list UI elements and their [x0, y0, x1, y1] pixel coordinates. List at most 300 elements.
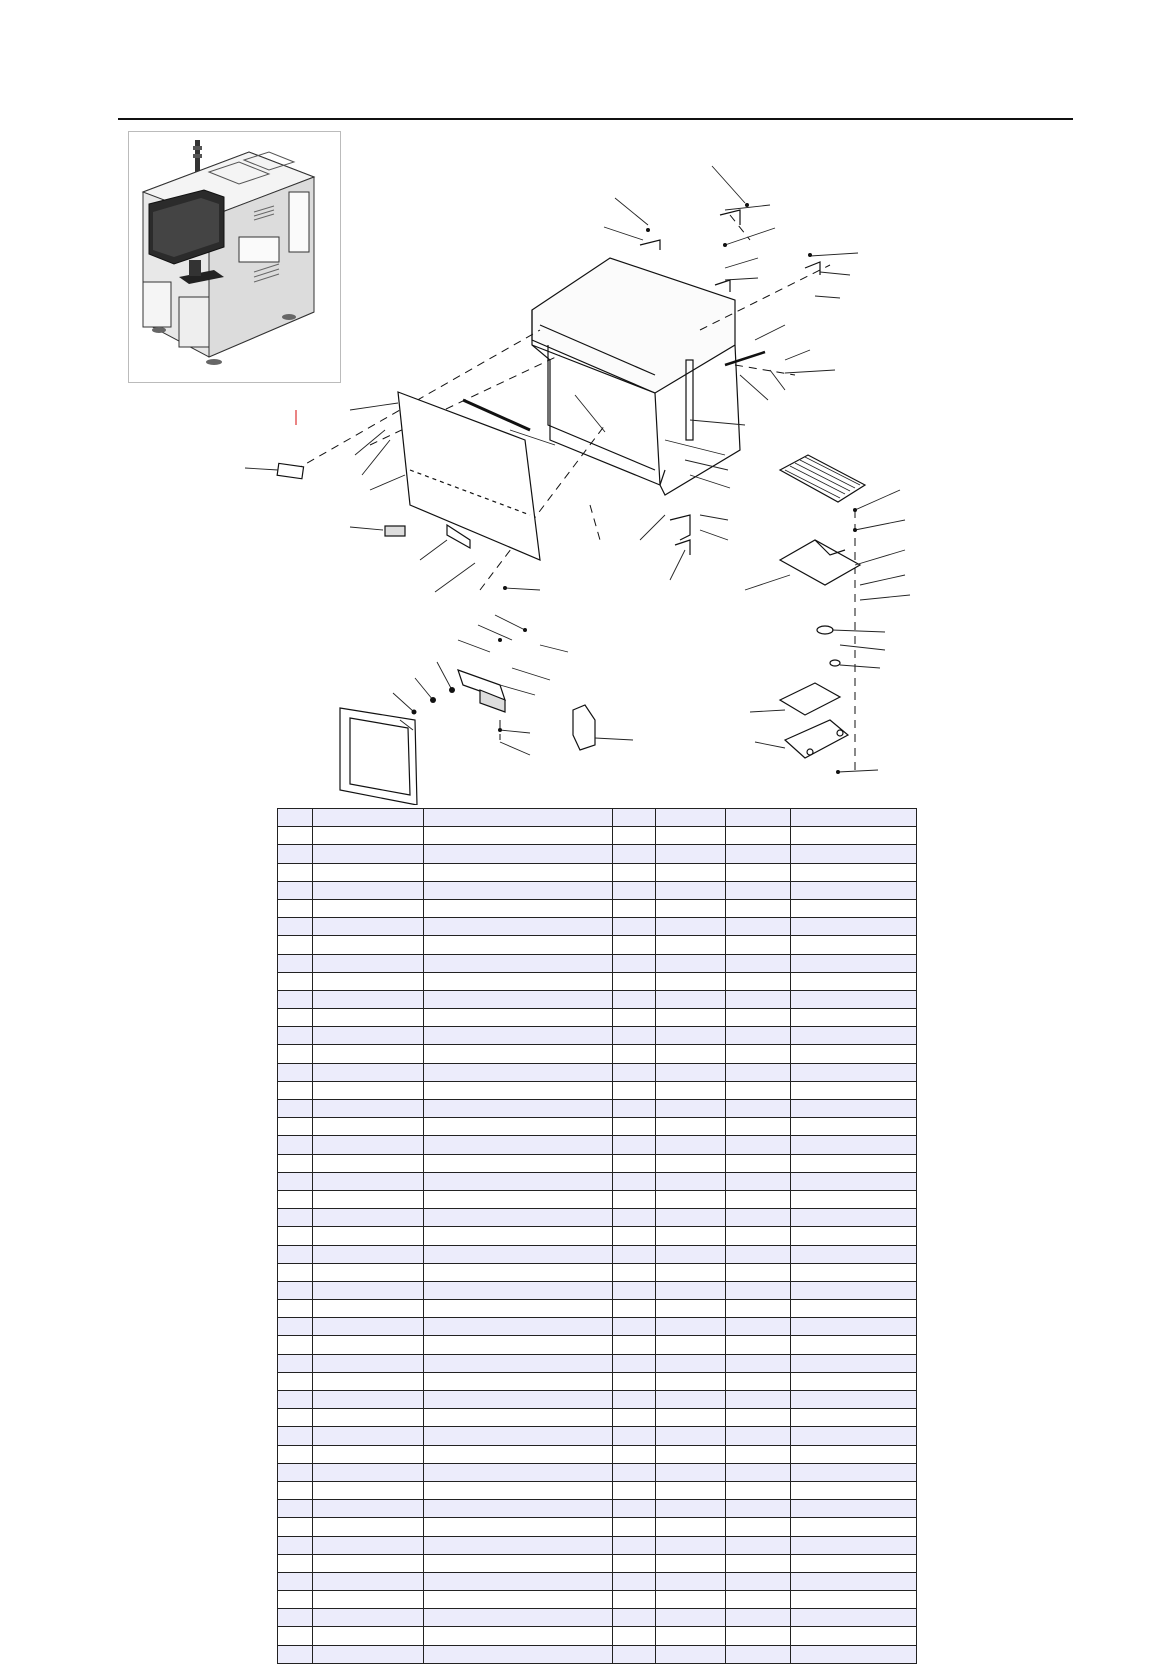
table-cell: [656, 1427, 726, 1445]
table-cell: [313, 1227, 424, 1245]
table-row: [278, 827, 917, 845]
table-row: [278, 1245, 917, 1263]
table-cell: [313, 1518, 424, 1536]
keyboard-tray: [780, 540, 860, 585]
table-cell: [656, 1154, 726, 1172]
table-cell: [726, 1100, 791, 1118]
table-cell: [278, 1300, 313, 1318]
table-cell: [313, 1609, 424, 1627]
table-cell: [791, 1554, 917, 1572]
table-cell: [726, 863, 791, 881]
table-row: [278, 1009, 917, 1027]
table-cell: [424, 1209, 613, 1227]
table-cell: [726, 918, 791, 936]
table-cell: [278, 1409, 313, 1427]
table-cell: [791, 1154, 917, 1172]
table-cell: [278, 1609, 313, 1627]
table-cell: [656, 1318, 726, 1336]
table-cell: [656, 1009, 726, 1027]
table-cell: [613, 1518, 656, 1536]
table-cell: [278, 1245, 313, 1263]
table-cell: [313, 1463, 424, 1481]
table-cell: [656, 1209, 726, 1227]
table-cell: [656, 1227, 726, 1245]
table-cell: [656, 1445, 726, 1463]
table-cell: [278, 1391, 313, 1409]
table-cell: [424, 1391, 613, 1409]
table-cell: [313, 1554, 424, 1572]
table-cell: [278, 1554, 313, 1572]
table-cell: [424, 1300, 613, 1318]
table-row: [278, 1536, 917, 1554]
table-cell: [424, 899, 613, 917]
table-cell: [726, 1463, 791, 1481]
table-cell: [424, 1100, 613, 1118]
table-row: [278, 918, 917, 936]
table-row: [278, 990, 917, 1008]
table-cell: [791, 1263, 917, 1281]
table-cell: [791, 1572, 917, 1590]
table-cell: [656, 936, 726, 954]
front-panel: [398, 392, 540, 560]
table-cell: [656, 1300, 726, 1318]
table-cell: [313, 1027, 424, 1045]
table-cell: [278, 1118, 313, 1136]
table-cell: [726, 1045, 791, 1063]
table-cell: [278, 1572, 313, 1590]
table-cell: [278, 1045, 313, 1063]
table-cell: [791, 1081, 917, 1099]
table-cell: [278, 1445, 313, 1463]
table-cell: [726, 1609, 791, 1627]
table-cell: [791, 863, 917, 881]
table-cell: [424, 1027, 613, 1045]
table-cell: [424, 1609, 613, 1627]
table-cell: [278, 845, 313, 863]
table-cell: [656, 1136, 726, 1154]
table-cell: [424, 936, 613, 954]
table-row: [278, 972, 917, 990]
table-cell: [613, 936, 656, 954]
table-row: [278, 1591, 917, 1609]
table-cell: [424, 1172, 613, 1190]
table-row: [278, 1572, 917, 1590]
table-cell: [424, 1645, 613, 1663]
table-cell: [656, 1372, 726, 1390]
table-cell: [726, 1391, 791, 1409]
table-cell: [656, 1500, 726, 1518]
table-cell: [613, 1281, 656, 1299]
table-cell: [656, 1063, 726, 1081]
table-cell: [791, 881, 917, 899]
table-cell: [313, 1154, 424, 1172]
table-cell: [656, 1391, 726, 1409]
table-row: [278, 899, 917, 917]
table-cell: [613, 1409, 656, 1427]
table-cell: [278, 936, 313, 954]
table-cell: [656, 1354, 726, 1372]
table-cell: [313, 1245, 424, 1263]
table-row: [278, 1645, 917, 1663]
table-cell: [424, 1572, 613, 1590]
table-cell: [726, 1136, 791, 1154]
table-row: [278, 1045, 917, 1063]
table-cell: [656, 1081, 726, 1099]
table-cell: [313, 972, 424, 990]
table-cell: [313, 1591, 424, 1609]
table-cell: [313, 863, 424, 881]
table-cell: [278, 1500, 313, 1518]
table-cell: [278, 1645, 313, 1663]
table-cell: [313, 809, 424, 827]
table-cell: [791, 1481, 917, 1499]
table-cell: [791, 899, 917, 917]
table-cell: [656, 881, 726, 899]
exploded-view-diagram: [0, 0, 1152, 805]
table-cell: [424, 1245, 613, 1263]
table-cell: [613, 1627, 656, 1645]
table-cell: [313, 1118, 424, 1136]
table-cell: [726, 1081, 791, 1099]
table-cell: [313, 827, 424, 845]
table-cell: [726, 1354, 791, 1372]
table-cell: [613, 990, 656, 1008]
table-cell: [656, 918, 726, 936]
table-cell: [726, 1500, 791, 1518]
table-cell: [656, 1518, 726, 1536]
table-row: [278, 1190, 917, 1208]
table-row: [278, 1318, 917, 1336]
table-cell: [726, 1427, 791, 1445]
table-cell: [313, 899, 424, 917]
table-cell: [726, 1536, 791, 1554]
table-cell: [313, 1391, 424, 1409]
table-cell: [424, 1227, 613, 1245]
table-row: [278, 1063, 917, 1081]
table-row: [278, 1336, 917, 1354]
table-cell: [613, 1263, 656, 1281]
table-cell: [313, 1409, 424, 1427]
table-cell: [726, 1281, 791, 1299]
table-cell: [424, 1318, 613, 1336]
table-cell: [278, 990, 313, 1008]
table-cell: [278, 1263, 313, 1281]
table-cell: [791, 1391, 917, 1409]
table-cell: [726, 1591, 791, 1609]
table-cell: [313, 1318, 424, 1336]
table-cell: [313, 1645, 424, 1663]
table-row: [278, 1227, 917, 1245]
table-cell: [424, 1627, 613, 1645]
table-cell: [424, 918, 613, 936]
table-cell: [656, 1172, 726, 1190]
table-cell: [278, 1627, 313, 1645]
table-cell: [613, 1500, 656, 1518]
table-cell: [613, 827, 656, 845]
table-cell: [656, 1609, 726, 1627]
table-cell: [278, 1027, 313, 1045]
table-cell: [424, 1136, 613, 1154]
table-row: [278, 1409, 917, 1427]
table-cell: [613, 1336, 656, 1354]
table-cell: [726, 1627, 791, 1645]
table-cell: [424, 881, 613, 899]
table-cell: [313, 1536, 424, 1554]
table-row: [278, 1500, 917, 1518]
table-row: [278, 1118, 917, 1136]
table-cell: [424, 827, 613, 845]
table-cell: [313, 1336, 424, 1354]
table-cell: [613, 1100, 656, 1118]
table-cell: [278, 1081, 313, 1099]
table-cell: [726, 990, 791, 1008]
table-cell: [278, 1190, 313, 1208]
table-cell: [613, 863, 656, 881]
table-cell: [726, 1300, 791, 1318]
table-cell: [726, 809, 791, 827]
table-cell: [278, 1009, 313, 1027]
table-cell: [656, 1645, 726, 1663]
table-cell: [278, 918, 313, 936]
table-cell: [726, 1009, 791, 1027]
table-row: [278, 1445, 917, 1463]
table-cell: [791, 918, 917, 936]
table-cell: [656, 845, 726, 863]
table-cell: [791, 1318, 917, 1336]
table-cell: [726, 1481, 791, 1499]
table-cell: [613, 1063, 656, 1081]
table-cell: [656, 1245, 726, 1263]
table-cell: [313, 1045, 424, 1063]
table-cell: [791, 1409, 917, 1427]
table-cell: [278, 1281, 313, 1299]
table-cell: [613, 1300, 656, 1318]
table-cell: [726, 845, 791, 863]
table-row: [278, 1354, 917, 1372]
table-cell: [424, 972, 613, 990]
table-cell: [278, 1209, 313, 1227]
table-cell: [726, 899, 791, 917]
table-cell: [278, 827, 313, 845]
table-cell: [726, 1645, 791, 1663]
table-cell: [278, 1372, 313, 1390]
table-cell: [613, 1572, 656, 1590]
table-cell: [613, 1609, 656, 1627]
table-row: [278, 1300, 917, 1318]
table-cell: [613, 1227, 656, 1245]
table-cell: [313, 918, 424, 936]
table-row: [278, 1609, 917, 1627]
table-cell: [726, 827, 791, 845]
table-cell: [313, 1481, 424, 1499]
table-cell: [791, 1118, 917, 1136]
table-cell: [791, 1172, 917, 1190]
table-cell: [278, 1136, 313, 1154]
table-cell: [278, 1063, 313, 1081]
table-cell: [424, 1263, 613, 1281]
table-cell: [791, 1209, 917, 1227]
table-cell: [791, 809, 917, 827]
table-cell: [726, 1154, 791, 1172]
table-row: [278, 809, 917, 827]
panel-hood: [532, 258, 740, 495]
table-cell: [278, 954, 313, 972]
table-row: [278, 1209, 917, 1227]
table-cell: [278, 1354, 313, 1372]
table-cell: [726, 954, 791, 972]
table-cell: [791, 1609, 917, 1627]
table-cell: [613, 1209, 656, 1227]
table-row: [278, 1372, 917, 1390]
table-cell: [278, 809, 313, 827]
table-cell: [726, 1372, 791, 1390]
table-row: [278, 1463, 917, 1481]
table-cell: [278, 1172, 313, 1190]
table-row: [278, 881, 917, 899]
table-cell: [791, 1063, 917, 1081]
table-cell: [424, 1009, 613, 1027]
parts-table: [277, 808, 917, 1664]
table-cell: [656, 1591, 726, 1609]
hinge-bracket: [458, 670, 505, 712]
table-cell: [424, 1591, 613, 1609]
table-cell: [791, 1627, 917, 1645]
table-cell: [313, 845, 424, 863]
table-cell: [726, 1445, 791, 1463]
table-cell: [613, 1445, 656, 1463]
table-cell: [791, 845, 917, 863]
table-cell: [726, 1409, 791, 1427]
table-cell: [791, 972, 917, 990]
table-cell: [313, 1300, 424, 1318]
table-cell: [613, 1427, 656, 1445]
table-cell: [726, 1209, 791, 1227]
table-cell: [726, 972, 791, 990]
table-row: [278, 1391, 917, 1409]
table-cell: [726, 1263, 791, 1281]
table-row: [278, 1281, 917, 1299]
table-cell: [313, 1063, 424, 1081]
table-row: [278, 1554, 917, 1572]
table-cell: [791, 1500, 917, 1518]
table-row: [278, 1154, 917, 1172]
table-cell: [424, 1536, 613, 1554]
table-cell: [726, 1172, 791, 1190]
table-cell: [613, 972, 656, 990]
table-cell: [613, 1118, 656, 1136]
table-cell: [791, 1591, 917, 1609]
table-cell: [656, 1409, 726, 1427]
table-cell: [656, 954, 726, 972]
table-cell: [726, 1190, 791, 1208]
table-cell: [613, 1391, 656, 1409]
table-cell: [313, 1190, 424, 1208]
table-cell: [613, 899, 656, 917]
table-cell: [313, 1136, 424, 1154]
table-cell: [656, 1336, 726, 1354]
table-cell: [613, 1009, 656, 1027]
table-cell: [424, 1372, 613, 1390]
table-cell: [791, 1536, 917, 1554]
table-cell: [656, 809, 726, 827]
table-cell: [613, 1190, 656, 1208]
table-cell: [656, 990, 726, 1008]
table-cell: [424, 1427, 613, 1445]
table-cell: [278, 1536, 313, 1554]
table-cell: [424, 1154, 613, 1172]
table-cell: [791, 1427, 917, 1445]
table-cell: [313, 1263, 424, 1281]
table-cell: [656, 1536, 726, 1554]
table-row: [278, 845, 917, 863]
table-cell: [791, 1336, 917, 1354]
table-cell: [613, 954, 656, 972]
table-cell: [791, 936, 917, 954]
table-cell: [424, 990, 613, 1008]
table-cell: [613, 1554, 656, 1572]
table-cell: [278, 1336, 313, 1354]
table-cell: [278, 1154, 313, 1172]
table-cell: [278, 1463, 313, 1481]
table-cell: [656, 1190, 726, 1208]
table-row: [278, 1518, 917, 1536]
table-cell: [791, 1518, 917, 1536]
table-cell: [726, 1518, 791, 1536]
table-cell: [424, 1409, 613, 1427]
table-cell: [613, 1245, 656, 1263]
table-cell: [313, 1572, 424, 1590]
table-cell: [278, 1591, 313, 1609]
table-cell: [656, 1045, 726, 1063]
table-cell: [656, 1554, 726, 1572]
table-cell: [313, 1354, 424, 1372]
table-cell: [791, 1227, 917, 1245]
table-cell: [726, 881, 791, 899]
table-cell: [424, 1354, 613, 1372]
table-cell: [313, 1281, 424, 1299]
table-cell: [656, 1481, 726, 1499]
table-cell: [313, 1372, 424, 1390]
table-cell: [791, 1445, 917, 1463]
table-cell: [656, 1118, 726, 1136]
table-cell: [791, 1045, 917, 1063]
table-cell: [313, 1081, 424, 1099]
table-cell: [791, 954, 917, 972]
table-cell: [313, 990, 424, 1008]
table-cell: [791, 1354, 917, 1372]
table-cell: [726, 936, 791, 954]
table-cell: [656, 1281, 726, 1299]
table-cell: [424, 954, 613, 972]
table-cell: [313, 1172, 424, 1190]
table-row: [278, 863, 917, 881]
table-cell: [791, 1645, 917, 1663]
table-cell: [791, 827, 917, 845]
table-cell: [424, 1063, 613, 1081]
table-row: [278, 1427, 917, 1445]
table-row: [278, 1100, 917, 1118]
table-cell: [278, 1100, 313, 1118]
table-cell: [278, 899, 313, 917]
table-cell: [791, 990, 917, 1008]
table-cell: [424, 1081, 613, 1099]
table-cell: [613, 1318, 656, 1336]
table-cell: [656, 827, 726, 845]
table-cell: [656, 1100, 726, 1118]
table-row: [278, 1627, 917, 1645]
monitor: [340, 708, 417, 805]
table-cell: [791, 1100, 917, 1118]
